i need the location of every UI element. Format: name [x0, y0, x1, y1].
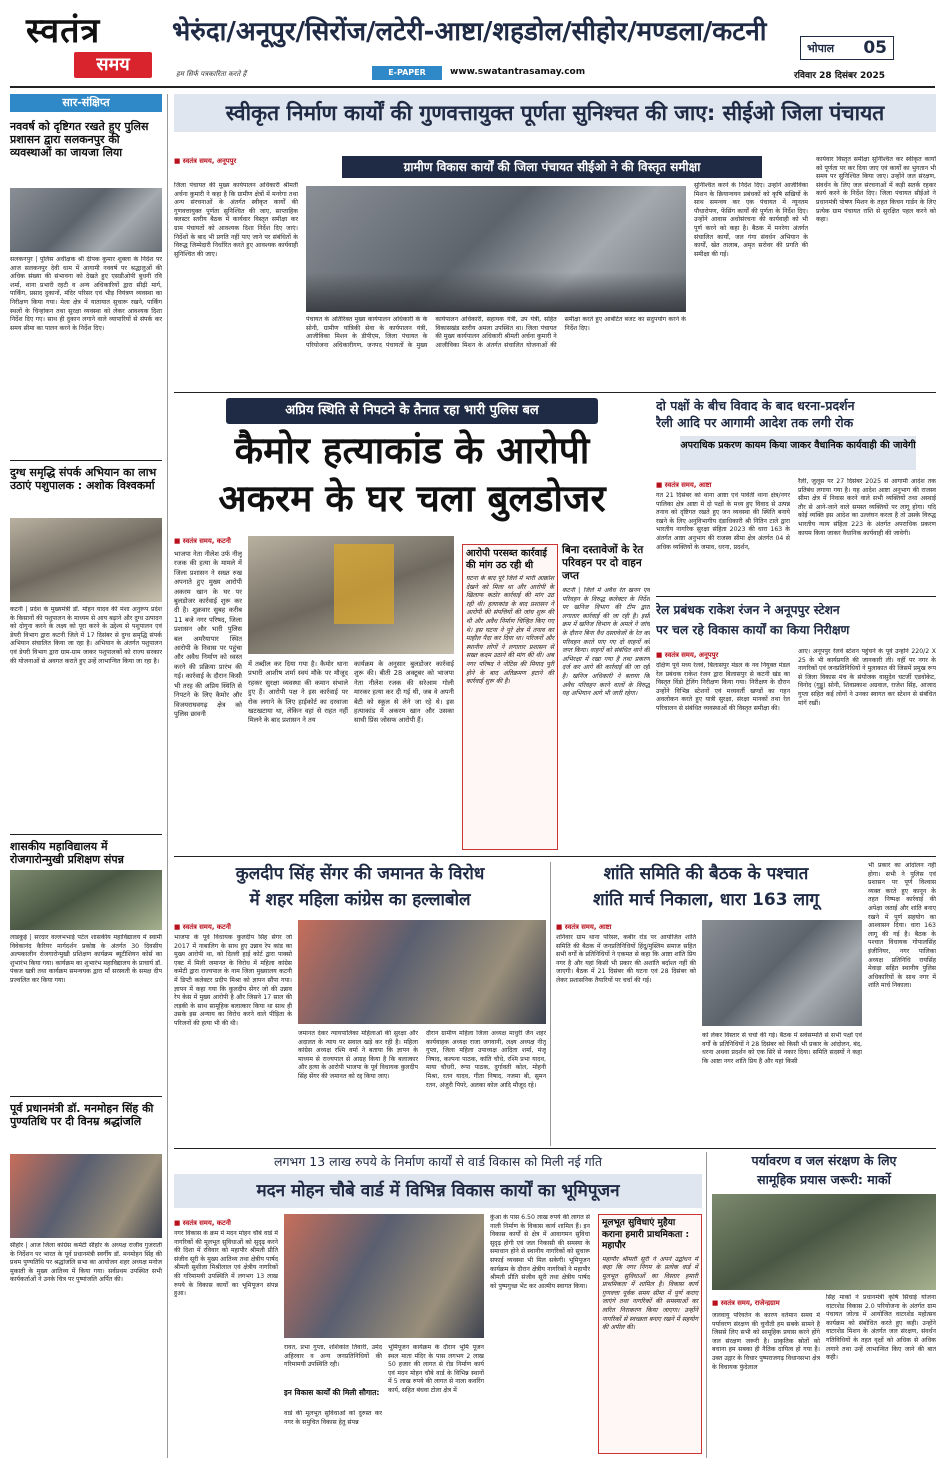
madan-bold-head: इन विकास कार्यों की मिली सौगात:	[284, 1388, 380, 1397]
madan-box-body: महापौर श्रीमती सूरी ने अपने उद्बोधन में कहा कि नगर निगम के प्रत्येक वार्ड में मूलभूत सुविधाओं का विस्तार हमारी प्राथमिकता में शामिल है। विकास कार्य गुणवत्ता पूर्वक समय सीमा में पूर्ण कराए जाएंगे तथा नागरिकों की समस्याओं का त्वरित निराकरण किया जाएगा। उन्होंने नागरिकों से स्वच्छता बनाए रखने में सहयोग की अपील की।	[602, 1255, 698, 1332]
sidebar-separator	[167, 94, 168, 1458]
top-story-col-2: पंचायत के अतिरिक्त मुख्य कार्यपालन अधिकारी के के सोनी, ग्रामीण यांत्रिकी सेवा के कार्यपालन यंत्री, आजीविका मिशन के डीपीएम, जिला पंचायत के परियोजना अधिकारीगण, जनपद पंचायतों के मुख्य कार्यपालन अधिकारी, सहायक यंत्री, उप यंत्री, सहित विकासखंड स्तरीय अमला उपस्थित था। जिला पंचायत की मुख्य कार्यपालन अधिकारी श्रीमती अर्चना कुमारी ने आजीविका मिशन के अंतर्गत संचालित योजनाओं की समीक्षा करते हुए आबंटित बजट का सदुपयोग करने के निर्देश दिए।	[306, 316, 686, 349]
divider-lower	[174, 1148, 936, 1149]
madan-headline: मदन मोहन चौबे वार्ड में विभिन्न विकास कार्यों का भूमिपूजन	[174, 1174, 702, 1208]
kaimore-kicker: अप्रिय स्थिति से निपटने के तैनात रहा भारी पुलिस बल	[226, 398, 598, 424]
paryavaran-story	[712, 1152, 936, 1458]
sengar-story	[174, 862, 546, 1146]
edition-cities: भेरुंदा/अनूपुर/सिरोंज/लटेरी-आष्टा/शहडोल/सीहोर/मण्डला/कटनी	[172, 17, 767, 47]
sengar-col-2: जमानत देकर न्यायपालिका महिलाओं की सुरक्षा और अदालत के न्याय पर सवाल खड़े कर रही है। महिला कांग्रेस अध्यक्ष रश्मि वर्मा ने बताया कि ज्ञापन के माध्यम से राज्यपाल से आग्रह किया है कि बलात्कार और हत्या के आरोपी भाजपा के पूर्व विधायक कुलदीप सिंह सेंगर की जमानत को रद्द किया जाए।	[298, 1030, 418, 1080]
sidebar-divider-3	[10, 1096, 162, 1097]
madan-kicker: लगभग 13 लाख रुपये के निर्माण कार्यों से वार्ड विकास को मिली नई गति	[273, 1154, 603, 1169]
divider-top	[174, 392, 936, 393]
kaimore-byline: ■ स्वतंत्र समय, कटनी	[174, 536, 231, 545]
shanti-headline-line-1: शांति समिति की बैठक के पश्चात	[603, 864, 809, 884]
divider-middle	[174, 856, 936, 857]
madan-col-4: कुंआ के पास 6.50 लाख रुपये की लागत से नाली निर्माण के विकास कार्य शामिल हैं। इन विकास कार्यों से क्षेत्र में आवागमन सुविधा सुदृढ़ होगी एवं जल निकासी की समस्या के समाधान होने से स्थानीय नागरिकों को सुचारू सफाई व्यवस्था भी मिल सकेगी। भूमिपूजन कार्यक्रम के दौरान क्षेत्रीय नागरिकों ने महापौर श्रीमती प्रीति संजीव सूरी तथा क्षेत्रीय पार्षद को पुष्पगुच्छ भेंट कर आत्मीय स्वागत किया।	[490, 1214, 590, 1290]
masthead	[0, 0, 945, 88]
kaimore-col-3: कार्यक्रम के अनुसार बुलडोजर कार्रवाई शुरू की। बीती 28 अक्टूबर को भाजपा नेता नीलेश रजक की सरेआम गोली मारकर हत्या कर दी गई थी, जब वे अपनी बेटी को स्कूल से लेने जा रहे थे। इस हत्याकांड में अकरम खान और उसका साथी प्रिंस जोसफ आरोपी हैं।	[354, 660, 454, 725]
kaimore-story	[174, 398, 650, 854]
sidebar-story-3-head: शासकीय महाविद्यालय में रोजगारोन्मुखी प्रशिक्षण संपन्न	[10, 840, 124, 866]
madan-col-3: भूमिपूजन कार्यक्रम के दौरान भूमि पूजन स्थल माता मंदिर के पास लगभग 2 लाख 50 हजार की लागत से रोड निर्माण कार्य एवं मदन मोहन चौबे वार्ड के विभिन्न स्थानों में 5 लाख रुपये की लागत से नाला कवरिंग कार्य, सहित बंधवा टोला क्षेत्र में	[388, 1344, 484, 1394]
ashta-subhead: अपराधिक प्रकरण कायम किया जाकर वैधानिक कार्यवाही की जावेगी	[680, 436, 916, 470]
top-story-col-4: कार्यवार विस्तृत समीक्षा सुनिश्चित कर स्वीकृत कार्यों को पूर्णता पर कर दिया जाए एवं कार्यों का भुगतान भी समय पर सुनिश्चित किया जाए। उन्होंने जल संरक्षण, संवर्धन के लिए जल संरचनाओं में कड़ी सतर्क रहकर कार्य करने के निर्देश दिए। जिला पंचायत सीईओ ने प्रधानमंत्री पोषण मिशन के तहत किचन गार्डन के लिए प्रत्येक ग्राम पंचायत राशि से सुरक्षित पहल करने को कहा।	[816, 156, 936, 224]
logo-top: स्वतंत्र	[26, 11, 101, 51]
kaimore-headline-line-1: कैमोर हत्याकांड के आरोपी	[234, 429, 590, 472]
shanti-col-2: को लेकर विस्तार से चर्चा की गई। बैठक में सर्वसम्मति से सभी पक्षों एवं वर्गों के प्रतिनिधियों ने 28 दिसंबर को किसी भी प्रकार के आंदोलन, बंद, धरना अथवा प्रदर्शन को एक सिरे से नकार दिया। समिति सदस्यों ने कहा कि आष्टा नगर शांति प्रिय है और यहां किसी	[702, 1032, 862, 1065]
city-name: भोपाल	[807, 42, 835, 55]
ashta-col-2: रैली, जुलूस पर 27 दिसंबर 2025 से आगामी आदेश तक प्रतिबंध लगाया गया है। यह आदेश आष्टा अनुभाग की राजस्व सीमा क्षेत्र में निवास करने वाले सभी व्यक्तियों तथा अस्थाई तौर से आने-जाने वाले समस्त व्यक्तियों पर लागू होगा। यदि कोई व्यक्ति इस आदेश का उल्लंघन करता है तो उसके विरुद्ध भारतीय न्याय संहिता 223 के अंतर्गत अपराधिक प्रकरण कायम किया जाकर वैधानिक कार्यवाही की जावेगी।	[798, 478, 936, 537]
madan-separator	[706, 1152, 707, 1458]
rail-headline-line-1: रेल प्रबंधक राकेश रंजन ने अनूपपुर स्टेशन	[656, 603, 840, 617]
masthead-rule	[10, 86, 935, 88]
sidebar-divider-1	[10, 460, 162, 461]
sengar-protest-photo	[298, 920, 546, 1024]
ashta-headline-line-1: दो पक्षों के बीच विवाद के बाद धरना-प्रदर्शन	[656, 398, 855, 413]
sidebar-story-3-body: लाडकुई | सरदार वल्लभभाई पटेल शासकीय महाविद्यालय में स्वामी विवेकानंद कैरियर मार्गदर्शन प्रकोष्ठ के अंतर्गत 30 दिवसीय अल्पकालीन रोजगारोन्मुखी प्रशिक्षण कार्यक्रम ब्यूटीशियन कोर्स का शुभारंभ किया गया। कार्यक्रम का शुभारंभ महाविद्यालय के प्राचार्य डॉ. पंकज खत्री तथा कार्यक्रम समन्वयक द्वारा माँ सरस्वती के समक्ष दीप प्रज्वलित कर किया गया।	[10, 934, 162, 984]
kaimore-box-1-head: आरोपी परसब्त कार्रवाई की मांग उठ रही थी	[466, 548, 547, 571]
sidebar-header: सार-संक्षिप्त	[10, 94, 162, 112]
rail-col-1: दक्षिण पूर्व मध्य रेलवे, बिलासपुर मंडल के नव नियुक्त मंडल रेल प्रबंधक राकेश रंजन द्वारा बिलासपुर से कटनी खंड का विस्तृत विंडो ट्रेलिंग निरीक्षण किया गया। निरीक्षण के दौरान उन्होंने विभिन्न स्टेशनों एवं मध्यवर्ती खण्डों का गहन अवलोकन करते हुए यात्री सुरक्षा, संरक्षा मानकों तथा रेल परिचालन से संबंधित व्यवस्थाओं की विस्तृत समीक्षा की।	[656, 662, 790, 712]
sidebar-story-1-photo	[10, 188, 162, 252]
sengar-byline: ■ स्वतंत्र समय, कटनी	[174, 922, 231, 931]
sidebar-story-3-photo	[10, 870, 162, 930]
paryavaran-photo	[712, 1194, 936, 1290]
sidebar-story-4-photo	[10, 1154, 162, 1238]
sidebar-divider-2	[10, 834, 162, 835]
madan-byline: ■ स्वतंत्र समय, कटनी	[174, 1218, 231, 1227]
kaimore-box-1-body: घटना के बाद पूरे जिले में भारी आक्रोश देखने को मिला था और आरोपी के खिलाफ कठोर कार्रवाई की मांग उठ रही थी। हत्याकांड के बाद प्रशासन ने आरोपी की संपत्तियों की जांच शुरू की थी और अवैध निर्माण चिन्हित किए गए थे। इस घटना ने पूरे क्षेत्र में तनाव का माहौल पैदा कर दिया था। परिजनों और स्थानीय लोगों ने लगातार प्रशासन से सख्त कदम उठाने की मांग की थी। अब नगर परिषद ने नोटिस की मियाद पूरी होने के बाद अतिक्रमण हटाने की कार्रवाई शुरू की है।	[466, 575, 554, 686]
madan-box-head: मूलभूत सुविधाएं मुहैया कराना हमारी प्राथमिकता : महापौर	[602, 1218, 690, 1251]
shanti-col-1: शनिवार ग्राम थाना परिसर, कबीर रोड पर आयोजित शांति समिति की बैठक में जनप्रतिनिधियों हिंदू/मुस्लिम समाज सहित सभी वर्गों के प्रतिनिधियों ने एकमत से कहा कि आष्टा शांति प्रिय नगर है और यहां किसी भी प्रकार की अशांति बर्दाश्त नहीं की जाएगी। बैठक में 21 दिसंबर की घटना एवं 28 दिसंबर को लेकर प्रशासनिक तैयारियों पर चर्चा की गई।	[556, 934, 696, 984]
madan-box	[598, 1214, 702, 1454]
shanti-headline-line-2: शांति मार्च निकाला, धारा 163 लागू	[593, 890, 819, 910]
paryavaran-byline: ■ स्वतंत्र समय, राजेन्द्रग्राम	[712, 1298, 780, 1307]
issue-date: रविवार 28 दिसंबर 2025	[794, 71, 886, 81]
madan-story	[174, 1152, 702, 1458]
ashta-headline-line-2: रैली आदि पर आगामी आदेश तक लगी रोक	[656, 415, 854, 430]
rail-byline: ■ स्वतंत्र समय, अनूपपुर	[656, 650, 718, 659]
kaimore-box-2-head: बिना दस्तावेजों के रेत परिवहन पर दो वाहन जप्त	[562, 544, 644, 582]
sengar-col-1: भाजपा के पूर्व विधायक कुलदीप सिंह सेंगर जो 2017 में नाबालिग के साथ हुए उन्नाव रेप कांड का मुख्य आरोपी था, को दिल्ली हाई कोर्ट द्वारा पाक्सो एक्ट में मिली जमानत के विरोध में महिला कांग्रेस कमेटी द्वारा राज्यपाल के नाम जिला मुख्यालय कटनी में डिप्टी कलेक्टर प्रदीप मिश्रा को ज्ञापन सौंपा गया। ज्ञापन में कहा गया कि कुलदीप सेंगर जो की उन्नाव रेप केस में मुख्य आरोपी है और जिसने 17 साल की लड़की के साथ सामूहिक बलात्कार किया था साथ ही उसके इस अन्याय का विरोध करने वाले पीड़िता के परिजनों की हत्या भी की थी।	[174, 934, 292, 1027]
kaimore-bulldozer-photo	[248, 536, 454, 654]
kaimore-box-2-body: कटनी | जिले में अवैध रेत खनन एवं परिवहन के विरुद्ध कलेक्टर के निर्देश पर खनिज विभाग की टीम द्वारा लगातार कार्रवाई की जा रही है। इसी क्रम में खनिज विभाग के अमले ने जांच के दौरान बिना वैध दस्तावेजों के रेत का परिवहन करते पाए गए दो वाहनों को जप्त किया। वाहनों को संबंधित थाने की अभिरक्षा में रखा गया है तथा प्रकरण दर्ज कर आगे की कार्रवाई की जा रही है। खनिज अधिकारी ने बताया कि अवैध परिवहन करने वालों के विरुद्ध यह अभियान आगे भी जारी रहेगा।	[562, 587, 650, 698]
paryavaran-col-1: जलवायु परिवर्तन के कारण वर्तमान समय में पर्यावरण संरक्षण की चुनौती हम सबके सामने है जिससे लिए सभी को सामूहिक प्रयास करने होंगे जल संरक्षण जरूरी है। प्राकृतिक स्रोतों को बचाना हम सबका ही नैतिक दायित्व हो गया है। उक्त उद्गार के विचार पुष्पराजगढ़ विधानसभा क्षेत्र के विधायक फुंदेलाल	[712, 1312, 820, 1371]
sidebar-story-2-body: कटनी | प्रदेश के मुख्यमंत्री डॉ. मोहन यादव की मंशा अनुरूप प्रदेश के किसानों की पशुपालन के माध्यम से आय बढ़ाने और दुग्ध उत्पादन को दोगुना करने के लक्ष्य को पूरा करने के उद्देश्य से पशुपालन एवं डेयरी विभाग द्वारा कटनी जिले में 17 दिसंबर से दुग्ध समृद्धि संपर्क अभियान संचालित किया जा रहा है। अभियान के अंतर्गत पशुपालन एवं डेयरी विभाग द्वारा ग्राम-ग्राम जाकर पशुपालकों को राज्य सरकार की योजनाओं से अवगत कराते हुए उन्हें लाभान्वित किया जा रहा है।	[10, 606, 162, 665]
kaimore-col-2: में तब्दील कर दिया गया है। कैमोर थाना प्रभारी आशीष शर्मा स्वयं मौके पर मौजूद रहकर सुरक्षा व्यवस्था की कमान संभाले हुए हैं। आरोपी पक्ष ने इस कार्रवाई पर रोक लगाने के लिए हाईकोर्ट का दरवाजा खटखटाया था, लेकिन वहां से राहत नहीं मिलने के बाद प्रशासन ने तय	[248, 660, 348, 725]
top-story-col-3: सुनिश्चित करने के निर्देश दिए। उन्होंने आजीविका मिशन के क्रियान्वयन प्रबंधकों को कृषि सखियों के साथ समन्वय कर एक पंचायत में न्यूनतम पौधारोपण, फेंसिंग कार्यों की पूर्णता के निर्देश दिए। उन्होंने आवास अधोसंरचना की कार्यवाही को भी पूर्ण करने को कहा है। बैठक में मनरेगा अंतर्गत संचालित कार्यों, जल गंगा संवर्धन अभियान के कार्यों, खेत तालाब, अमृत सरोवर की प्रगति की समीक्षा की गई।	[694, 182, 808, 258]
ashta-col-1: गत 21 दिसंबर को थाना आष्टा एवं पार्वती थाना क्षेत्र/नगर पालिका क्षेत्र आष्टा में दो पक्षों के मध्य हुए विवाद से उत्पन्न तनाव को दृष्टिगत रखते हुए जन व्यवस्था की स्थिति बनाये रखने के लिए अनुविभागीय दंडाधिकारी श्री नितिन टाले द्वारा भारतीय नागरिक सुरक्षा संहिता 2023 की धारा 163 के अंतर्गत आष्टा अनुभाग की राजस्व सीमा क्षेत्र अंतर्गत 04 से अधिक व्यक्तियों के जमाव, धरना, प्रदर्शन,	[656, 492, 790, 551]
top-story-subhead: ग्रामीण विकास कार्यों की जिला पंचायत सीईओ ने की विस्तृत समीक्षा	[342, 156, 762, 178]
divider-ashta	[656, 596, 936, 597]
paryavaran-col-2: सिंह मार्को ने प्रधानमंत्री कृषि सिंचाई योजना वाटरशेड विकास 2.0 परियोजना के अंतर्गत ग्राम पंचायत जोल्ड में आयोजित वाटरशेड महोत्सव कार्यक्रम को संबोधित करते हुए कही। उन्होंने वाटरशेड मिशन के अंतर्गत जल संरक्षण, संवर्धन गतिविधियों के तहत वृक्षों को अधिक से अधिक लगाने तथा उन्हें लाभान्वित किए जाने की बात कही।	[826, 1294, 936, 1362]
rail-col-2: आए। अनूपपुर रेलवे स्टेशन पहुंचने के पूर्व उन्होंने 220/2 X 25 के भी कार्यप्रगति की जानकारी ली। वहीं पर नगर के नागरिकों एवं जनप्रतिनिधियों ने मुलाकात की जिसमें प्रमुख रूप से जिला विकास मंच के संयोजक वासुदेव चटर्जी एडवोकेट, विनोद (गुड्डू) सोनी, शिवप्रकाश अग्रवाल, राजेश सिंह, आजाद गुप्ता सहित कई लोगों ने उनका स्वागत कर स्टेशन से संबंधित मांगें रखीं।	[798, 648, 936, 707]
ashta-story	[656, 398, 936, 594]
sidebar-story-2-photo	[10, 518, 162, 602]
website-link[interactable]: www.swatantrasamay.com	[450, 67, 586, 77]
madan-bhoomipujan-photo	[284, 1214, 484, 1338]
rail-headline-line-2: पर चल रहे विकास कार्यों का किया निरीक्षण	[656, 623, 850, 637]
sidebar-story-4-head: पूर्व प्रधानमंत्री डॉ. मनमोहन सिंह की पुण्यतिथि पर दी विनम्र श्रद्धांजलि	[10, 1102, 154, 1128]
top-story	[174, 94, 936, 394]
paryavaran-headline-line-1: पर्यावरण व जल संरक्षण के लिए	[751, 1153, 897, 1168]
sidebar-story-2-head: दुग्ध समृद्धि संपर्क अभियान का लाभ उठाएं पशुपालक : अशोक विश्वकर्मा	[10, 466, 157, 492]
shanti-story	[556, 862, 936, 1146]
sengar-col-3: दौरान ग्रामीण महिला जिला अध्यक्ष माधुरी जैन शहर कार्यवाहक अध्यक्ष राजा जगवानी, लक्ष्य अध्यक्ष नीतू गुप्ता, जिला महिला उपाध्यक्ष आदिता शर्मा, मंजू निषाद, कल्पना पाठक, कांति चौधे, रश्मि प्रभा यादव, माया चौधरी, रूपा पाठक, दुर्गावती कोल, मोहनी मिश्रा, रतन यादव, गीता निषाद, नजमा बी, सुमन रतन, अंजुरी पिपरे, अलका कोल आदि मौजूद रहे।	[426, 1030, 546, 1089]
shanti-meeting-photo	[702, 920, 862, 1026]
sengar-separator	[550, 862, 551, 1146]
ashta-byline: ■ स्वतंत्र समय, आष्टा	[656, 480, 711, 489]
kaimore-col-1: भाजपा नेता नीलेश उर्फ नीलू रजक की हत्या के मामले में जिला प्रशासन ने सख्त रुख अपनाते हुए मुख्य आरोपी अकरम खान के घर पर बुलडोजर कार्रवाई शुरू कर दी है। शुक्रवार सुबह करीब 11 बजे नगर परिषद, जिला प्रशासन और भारी पुलिस बल अमरैयापार स्थित आरोपी के निवास पर पहुंचा और अवैध निर्माण को ध्वस्त करने की प्रक्रिया प्रारंभ की गई। कार्रवाई के दौरान किसी भी तरह की अप्रिय स्थिति से निपटने के लिए कैमोर और विजयराघवगढ़ क्षेत्र को पुलिस छावनी	[174, 550, 242, 718]
sidebar-story-4-body: सीहोर | आज जिला कांग्रेस कमेटी सीहोर के अध्यक्ष राजीव गुजराती के निर्देशन पर भारत के पूर्व प्रधानमंत्री स्वर्गीय डॉ. मनमोहन सिंह की प्रथम पुण्यतिथि पर श्रद्धांजलि सभा का आयोजन शहर अध्यक्ष मनोज मुकाती के मुख्य आतिथ्य में किया गया। सर्वप्रथम उपस्थित सभी कार्यकर्ताओं ने उनके चित्र पर पुष्पांजलि अर्पित की।	[10, 1242, 162, 1284]
logo	[26, 12, 166, 82]
shanti-col-3: भी प्रकार का आंदोलन नहीं होगा। सभी ने पुलिस एवं प्रशासन पर पूर्ण विश्वास व्यक्त करते हुए कानून के तहत निष्पक्ष कार्रवाई की अपेक्षा जताई और शांति बनाए रखने में पूर्ण सहयोग का आश्वासन दिया। धारा 163 लागू की गई है। बैठक के पश्चात विधायक गोपालसिंह इंजीनियर, नगर पालिका अध्यक्ष प्रतिनिधि रायसिंह मेवाड़ा सहित स्थानीय पुलिस अधिकारियों के साथ नगर में शांति मार्च निकाला।	[868, 862, 936, 990]
top-story-photo	[306, 186, 686, 312]
kaimore-box-2	[562, 544, 650, 850]
sengar-headline-line-1: कुलदीप सिंह सेंगर की जमानत के विरोध	[235, 864, 485, 884]
top-story-headline: स्वीकृत निर्माण कार्यों की गुणवत्तायुक्त पूर्णता सुनिश्चत की जाए: सीईओ जिला पंचायत	[174, 94, 936, 132]
madan-col-2: रावत, प्रभा गुप्ता, शशिकांत तिवारी, उमेद अहिरवार व अन्य जनप्रतिनिधियों की गरिमामयी उपस्थिति रही।	[284, 1344, 382, 1369]
sengar-headline-line-2: में शहर महिला कांग्रेस का हल्लाबोल	[249, 890, 471, 910]
sidebar-story-1-body: सलकनपुर | पुलिस अधीक्षक श्री दीपक कुमार शुक्ला के निर्देश पर आज सलकनपुर देवी धाम में आगामी नववर्ष पर श्रद्धालुओं की अधिक संख्या की संभावना को देखते हुए एसडीओपी बुधनी रवि शर्मा, थाना प्रभारी रहटी व अन्य अधिकारियों द्वारा सीढ़ी मार्ग, पार्किंग, प्रसाद दुकानों, मंदिर परिसर एवं भीड़ नियंत्रण व्यवस्था का निरीक्षण किया गया। मेला क्षेत्र में यातायात सुचारू रखने, पार्किंग स्थलों के चिन्हांकन तथा सुरक्षा व्यवस्था को लेकर आवश्यक दिशा निर्देश दिए गए। साथ ही दुकान लगाने वाले व्यापारियों से संपर्क कर समय सीमा का पालन करने के निर्देश दिए।	[10, 256, 162, 332]
kaimore-headline-line-2: अकरम के घर चला बुलडोजर	[218, 477, 606, 520]
kaimore-box-1	[462, 544, 558, 850]
page-number: 05	[863, 38, 887, 58]
logo-bottom: समय	[74, 52, 152, 78]
sidebar	[10, 94, 162, 1458]
madan-col-1: नगर विकास के क्रम में मदन मोहन चौबे वार्ड में नागरिकों की मूलभूत सुविधाओं को सुदृढ़ करने की दिशा में रविवार को महापौर श्रीमती प्रीति संजीव सूरी के मुख्य आतिथ्य तथा क्षेत्रीय पार्षद श्रीमती सुशीला मिश्रीलाल एवं क्षेत्रीय नागरिकों की गरिमामयी उपस्थिति में लगभग 13 लाख रुपये के विकास कार्यों का भूमिपूजन संपन्न हुआ।	[174, 1230, 278, 1298]
tagline: हम सिर्फ पत्रकारिता करते हैं	[176, 70, 247, 78]
madan-bold-body: वार्ड की मूलभूत सुविधाओं को दुरुस्त कर नगर के समुचित विकास हेतु संपन्न	[284, 1410, 382, 1426]
rail-story	[656, 602, 936, 854]
shanti-byline: ■ स्वतंत्र समय, आष्टा	[556, 922, 611, 931]
paryavaran-headline-line-2: सामूहिक प्रयास जरूरी: मार्को	[757, 1172, 891, 1187]
top-story-byline: ■ स्वतंत्र समय, अनूपपुर	[174, 156, 236, 165]
sidebar-story-1-head: नववर्ष को दृष्टिगत रखते हुए पुलिस प्रशासन द्वारा सलकनपुर की व्यवस्थाओं का जायजा लिया	[10, 120, 149, 159]
city-badge	[800, 36, 894, 60]
top-story-col-1: जिला पंचायत की मुख्य कार्यपालन अधिकारी श्रीमती अर्चना कुमारी ने कहा है कि ग्रामीण क्षेत्रों में मनरेगा तथा अन्य संरचनाओं के अंतर्गत स्वीकृत कार्यों की गुणवत्तायुक्त पूर्णता सुनिश्चित की जाए, साप्ताहिक क्लस्टर स्तरीय बैठक में कार्यवार विस्तृत समीक्षा कर ग्राम पंचायतों को आवश्यक दिशा निर्देश दिए जाएं। निर्देशों के बाद भी प्रगति नहीं पाए जाने पर संबंधितों के विरुद्ध जिम्मेदारी निर्धारित करते हुए आवश्यक कार्यवाही सुनिश्चित की जाए।	[174, 182, 298, 258]
epaper-label: E-PAPER	[372, 66, 442, 80]
